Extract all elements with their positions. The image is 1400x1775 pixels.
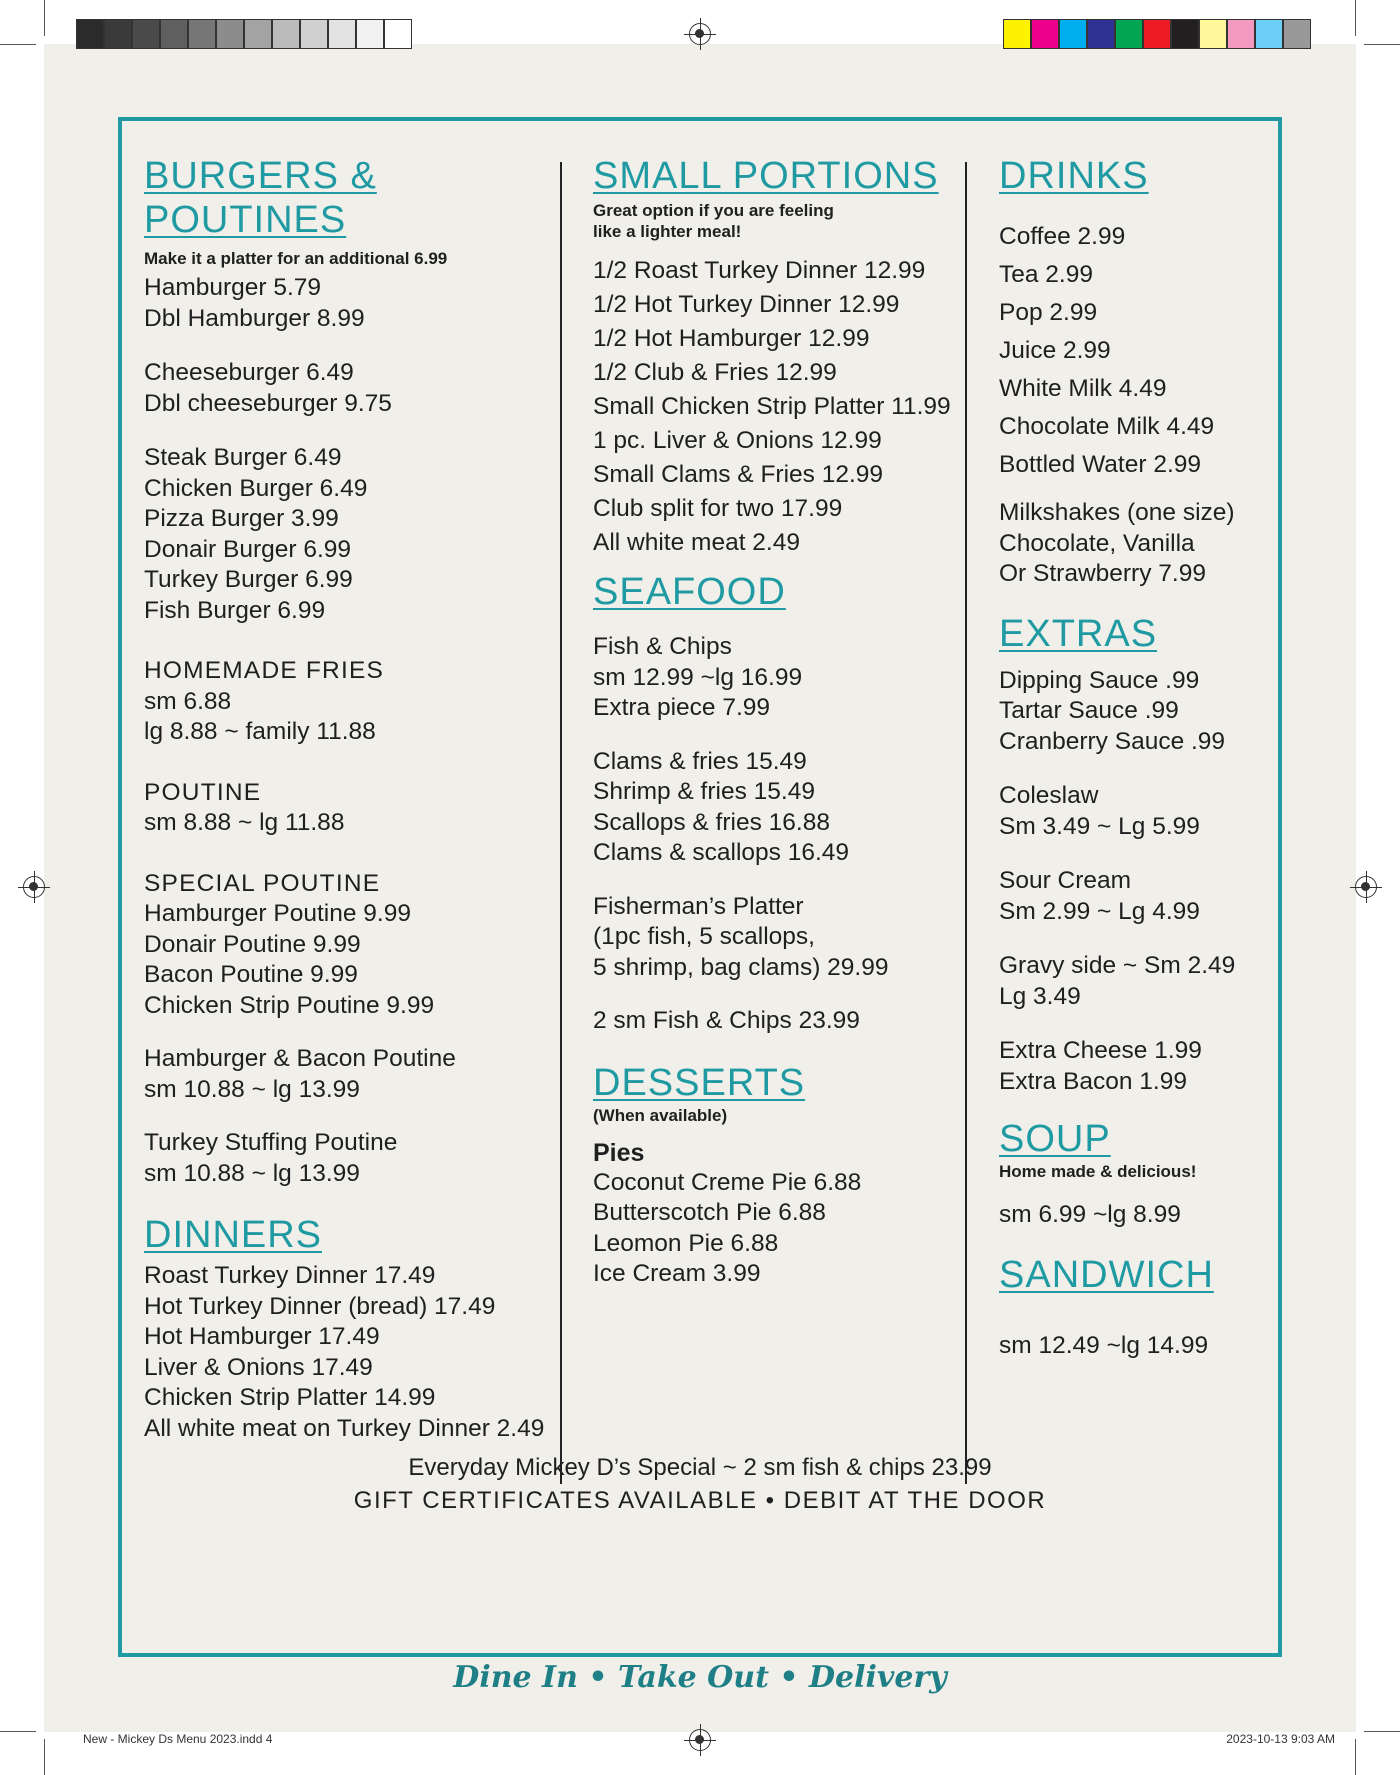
special-poutine-list (144, 899, 554, 1189)
column-divider (965, 162, 967, 1484)
list-spacer (999, 842, 1269, 866)
menu-item: Dbl Hamburger 8.99 (144, 304, 365, 332)
menu-item: Turkey Burger 6.99 (144, 566, 353, 593)
crop-mark (1364, 1731, 1400, 1732)
list-spacer (144, 1105, 554, 1128)
menu-item: Club split for two 17.99 (593, 495, 843, 522)
menu-item: Fish Burger 6.99 (144, 596, 326, 624)
color-swatch (272, 19, 300, 49)
crop-mark (0, 1731, 36, 1732)
color-swatch (1115, 19, 1143, 49)
menu-item: 1/2 Hot Hamburger 12.99 (593, 325, 870, 352)
menu-item: Or Strawberry 7.99 (999, 560, 1206, 587)
sandwich-price: sm 12.49 ~lg 14.99 (999, 1331, 1209, 1359)
menu-item: Hot Hamburger 17.49 (144, 1323, 380, 1350)
menu-item: Hamburger Poutine 9.99 (144, 900, 411, 927)
menu-item: Coffee 2.99 (999, 223, 1126, 250)
list-spacer (593, 724, 963, 747)
menu-item: Extra Bacon 1.99 (999, 1067, 1187, 1095)
menu-item: 1/2 Hot Turkey Dinner 12.99 (593, 291, 900, 318)
pies-title: Pies (593, 1138, 645, 1167)
seafood-list (593, 632, 963, 1037)
color-swatch (1255, 19, 1283, 49)
list-spacer (999, 927, 1269, 951)
menu-item: Donair Burger 6.99 (144, 535, 352, 563)
gift-certificates-text: GIFT CERTIFICATES AVAILABLE • DEBIT AT THE DOOR (353, 1487, 1047, 1514)
menu-item: 1/2 Roast Turkey Dinner 12.99 (593, 257, 926, 284)
menu-item: Chocolate, Vanilla (999, 529, 1195, 557)
crosshair-circle-icon (689, 1729, 711, 1751)
section-heading-small-portions: SMALL PORTIONS (593, 155, 939, 197)
menu-item: Leomon Pie 6.88 (593, 1229, 779, 1257)
dinners-list (144, 1261, 554, 1444)
milkshakes-list (999, 498, 1269, 590)
crop-mark (1355, 1739, 1356, 1775)
cmyk-color-bar (1003, 19, 1311, 49)
crop-mark (1355, 0, 1356, 36)
color-swatch (188, 19, 216, 49)
menu-item: Shrimp & fries 15.49 (593, 778, 815, 805)
section-heading-soup: SOUP (999, 1118, 1111, 1160)
color-swatch (356, 19, 384, 49)
color-swatch (1171, 19, 1199, 49)
special-poutine-title: SPECIAL POUTINE (144, 869, 381, 897)
color-swatch (244, 19, 272, 49)
section-heading-drinks: DRINKS (999, 155, 1149, 197)
crosshair-circle-icon (23, 876, 45, 898)
desserts-note: (When available) (593, 1105, 728, 1125)
menu-item: Small Clams & Fries 12.99 (593, 461, 884, 488)
menu-item: Extra piece 7.99 (593, 694, 771, 721)
crop-mark (0, 44, 36, 45)
crosshair-circle-icon (1355, 876, 1377, 898)
poutine-list (144, 808, 554, 839)
section-heading-extras: EXTRAS (999, 612, 1158, 655)
right-column (999, 154, 1269, 1361)
menu-item: Ice Cream 3.99 (593, 1260, 761, 1287)
print-slug-filename: New - Mickey Ds Menu 2023.indd 4 (83, 1732, 273, 1746)
print-slug-timestamp: 2023-10-13 9:03 AM (1226, 1732, 1335, 1746)
crosshair-circle-icon (689, 23, 711, 45)
menu-item: Gravy side ~ Sm 2.49 (999, 952, 1236, 979)
menu-item: sm 8.88 ~ lg 11.88 (144, 809, 345, 836)
menu-item: Bottled Water 2.99 (999, 451, 1202, 478)
color-swatch (1003, 19, 1031, 49)
color-swatch (132, 19, 160, 49)
menu-item: Fish & Chips (593, 633, 732, 660)
menu-item: sm 12.99 ~lg 16.99 (593, 663, 803, 691)
menu-item: All white meat on Turkey Dinner 2.49 (144, 1414, 545, 1442)
menu-item: Donair Poutine 9.99 (144, 930, 361, 958)
menu-item: Sm 2.99 ~ Lg 4.99 (999, 897, 1200, 925)
list-spacer (593, 869, 963, 892)
menu-item: Tea 2.99 (999, 261, 1093, 288)
list-spacer (593, 983, 963, 1006)
fries-title: HOMEMADE FRIES (144, 657, 385, 684)
section-heading-desserts: DESSERTS (593, 1061, 806, 1104)
color-swatch (104, 19, 132, 49)
section-heading-burgers: BURGERS & POUTINES (144, 155, 377, 241)
soup-price: sm 6.99 ~lg 8.99 (999, 1201, 1181, 1228)
menu-item: (1pc fish, 5 scallops, (593, 923, 815, 950)
menu-item: Liver & Onions 17.49 (144, 1353, 373, 1381)
menu-item: Cheeseburger 6.49 (144, 359, 354, 386)
color-swatch (300, 19, 328, 49)
extras-list (999, 666, 1269, 1098)
menu-item: Pizza Burger 3.99 (144, 505, 339, 532)
color-swatch (1031, 19, 1059, 49)
menu-item: sm 10.88 ~ lg 13.99 (144, 1159, 360, 1187)
burgers-note: Make it a platter for an additional 6.99 (144, 249, 448, 268)
menu-item: sm 6.88 (144, 687, 232, 715)
menu-item: Coconut Creme Pie 6.88 (593, 1168, 862, 1196)
drinks-list (999, 218, 1269, 484)
menu-item: White Milk 4.49 (999, 375, 1167, 402)
menu-item: Tartar Sauce .99 (999, 697, 1179, 724)
list-spacer (144, 334, 554, 358)
menu-item: Milkshakes (one size) (999, 499, 1235, 526)
menu-item: Coleslaw (999, 782, 1099, 809)
small-portions-list (593, 254, 963, 560)
color-swatch (160, 19, 188, 49)
menu-item: Chocolate Milk 4.49 (999, 413, 1215, 440)
menu-item: 1/2 Club & Fries 12.99 (593, 359, 837, 386)
menu-item: Pop 2.99 (999, 299, 1098, 326)
color-swatch (76, 19, 104, 49)
menu-item: 5 shrimp, bag clams) 29.99 (593, 953, 889, 981)
menu-item: Clams & scallops 16.49 (593, 839, 850, 866)
menu-item: Steak Burger 6.49 (144, 444, 342, 471)
menu-item: Chicken Strip Poutine 9.99 (144, 991, 435, 1019)
menu-item: Hamburger 5.79 (144, 274, 322, 301)
menu-item: sm 10.88 ~ lg 13.99 (144, 1075, 360, 1103)
color-swatch (1059, 19, 1087, 49)
menu-item: Small Chicken Strip Platter 11.99 (593, 393, 951, 420)
menu-item: 1 pc. Liver & Onions 12.99 (593, 427, 882, 454)
color-swatch (1227, 19, 1255, 49)
color-swatch (328, 19, 356, 49)
poutine-title: POUTINE (144, 778, 262, 806)
section-heading-sandwich: SANDWICH (999, 1253, 1214, 1296)
section-heading-dinners: DINNERS (144, 1214, 323, 1256)
section-heading-seafood: SEAFOOD (593, 571, 786, 613)
list-spacer (144, 1021, 554, 1044)
menu-item: Butterscotch Pie 6.88 (593, 1199, 826, 1226)
column-divider (560, 162, 562, 1484)
color-swatch (384, 19, 412, 49)
menu-item: Turkey Stuffing Poutine (144, 1129, 398, 1156)
menu-item: Sour Cream (999, 867, 1132, 894)
list-spacer (999, 1012, 1269, 1036)
menu-item: Cranberry Sauce .99 (999, 727, 1226, 755)
menu-item: Fisherman’s Platter (593, 892, 804, 920)
color-swatch (1087, 19, 1115, 49)
menu-item: Juice 2.99 (999, 337, 1111, 364)
small-portions-note: Great option if you are feeling like a lighter meal! (593, 201, 834, 241)
crop-mark (1364, 44, 1400, 45)
menu-item: lg 8.88 ~ family 11.88 (144, 718, 376, 745)
burgers-list (144, 273, 554, 626)
daily-special-text: Everyday Mickey D’s Special ~ 2 sm fish & chips 23.99 (408, 1454, 992, 1481)
menu-item: Chicken Strip Platter 14.99 (144, 1384, 436, 1411)
color-swatch (1283, 19, 1311, 49)
menu-item: Extra Cheese 1.99 (999, 1037, 1202, 1064)
service-tagline: Dine In • Take Out • Delivery (453, 1660, 947, 1695)
menu-item: All white meat 2.49 (593, 529, 800, 556)
middle-column (593, 154, 963, 1290)
menu-frame (118, 117, 1282, 1657)
gray-color-bar (76, 19, 412, 49)
color-swatch (1199, 19, 1227, 49)
crop-mark (44, 1739, 45, 1775)
menu-item: Clams & fries 15.49 (593, 747, 807, 775)
menu-item: Dbl cheeseburger 9.75 (144, 389, 392, 417)
menu-item: Dipping Sauce .99 (999, 666, 1200, 694)
fries-list (144, 687, 554, 748)
desserts-list (593, 1168, 963, 1290)
menu-item: Bacon Poutine 9.99 (144, 961, 358, 988)
menu-item: 2 sm Fish & Chips 23.99 (593, 1007, 860, 1034)
crop-mark (44, 0, 45, 36)
color-swatch (1143, 19, 1171, 49)
menu-item: Hamburger & Bacon Poutine (144, 1045, 456, 1072)
menu-item: Sm 3.49 ~ Lg 5.99 (999, 812, 1200, 840)
soup-note: Home made & delicious! (999, 1162, 1197, 1181)
menu-item: Scallops & fries 16.88 (593, 808, 830, 836)
menu-item: Roast Turkey Dinner 17.49 (144, 1262, 436, 1289)
menu-item: Lg 3.49 (999, 982, 1081, 1010)
menu-item: Chicken Burger 6.49 (144, 474, 368, 502)
left-column (144, 154, 554, 1444)
list-spacer (144, 419, 554, 443)
color-swatch (216, 19, 244, 49)
list-spacer (999, 757, 1269, 781)
menu-item: Hot Turkey Dinner (bread) 17.49 (144, 1292, 496, 1320)
